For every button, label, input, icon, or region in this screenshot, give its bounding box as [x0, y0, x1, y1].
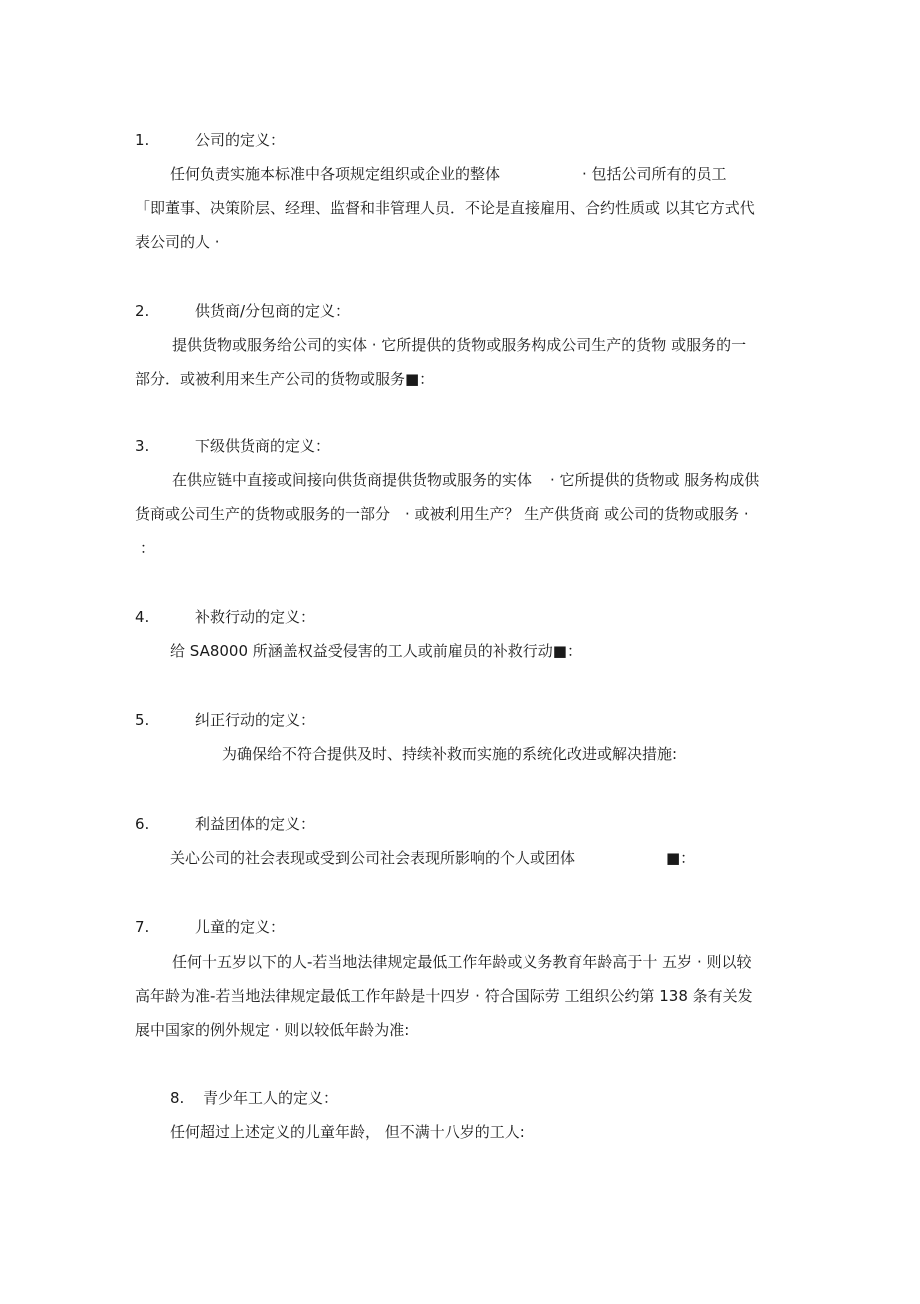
paragraph-line: 表公司的人 ·: [135, 233, 220, 251]
section-number: 7.: [135, 918, 150, 936]
paragraph-line: 「即董事、决策阶层、经理、监督和非管理人员．不论是直接雇用、合约性质或 以其它方式代: [135, 199, 755, 217]
section-number: 1.: [135, 131, 150, 149]
section-heading: 利益团体的定义：: [195, 815, 316, 833]
paragraph-line: 关心公司的社会表现或受到公司社会表现所影响的个人或团体: [170, 849, 576, 867]
paragraph-line: 给 SA8000 所涵盖权益受侵害的工人或前雇员的补救行动■：: [170, 642, 582, 660]
paragraph-line: 任何十五岁以下的人-若当地法律规定最低工作年龄或义务教育年龄高于十 五岁 · 则以较: [172, 953, 752, 971]
section-heading: 补救行动的定义：: [195, 608, 316, 626]
section-heading: 公司的定义：: [195, 131, 286, 149]
paragraph-line: · 它所提供的货物或 服务构成供: [550, 471, 760, 489]
paragraph-line: 为确保给不符合提供及时、持续补救而实施的系统化改进或解决措施:: [222, 745, 678, 763]
section-heading: 儿童的定义：: [195, 918, 286, 936]
paragraph-line: 部分．或被利用来生产公司的货物或服务■：: [135, 370, 435, 388]
section-heading: 青少年工人的定义：: [203, 1089, 339, 1107]
section-number: 8.: [170, 1089, 185, 1107]
paragraph-line: ：: [140, 539, 156, 557]
section-number: 4.: [135, 608, 150, 626]
paragraph-line: 高年龄为准-若当地法律规定最低工作年龄是十四岁 · 符合国际劳 工组织公约第 138 条有关发: [135, 987, 753, 1005]
paragraph-line: · 或被利用生产？ 生产供货商 或公司的货物或服务 ·: [405, 505, 749, 523]
paragraph-line: 提供货物或服务给公司的实体 · 它所提供的货物或服务构成公司生产的货物 或服务的一: [172, 336, 747, 354]
paragraph-line: ■：: [666, 849, 696, 867]
section-number: 6.: [135, 815, 150, 833]
paragraph-line: 任何负责实施本标准中各项规定组织或企业的整体: [170, 165, 501, 183]
section-number: 2.: [135, 302, 150, 320]
paragraph-line: · 包括公司所有的员工: [582, 165, 727, 183]
section-heading: 下级供货商的定义：: [195, 437, 331, 455]
paragraph-line: 展中国家的例外规定 · 则以较低年龄为准:: [135, 1021, 410, 1039]
section-number: 3.: [135, 437, 150, 455]
section-heading: 纠正行动的定义：: [195, 711, 316, 729]
paragraph-line: 在供应链中直接或间接向供货商提供货物或服务的实体: [172, 471, 533, 489]
paragraph-line: 任何超过上述定义的儿童年龄， 但不满十八岁的工人:: [170, 1123, 525, 1141]
section-heading: 供货商/分包商的定义：: [195, 302, 351, 320]
paragraph-line: 货商或公司生产的货物或服务的一部分: [135, 505, 391, 523]
section-number: 5.: [135, 711, 150, 729]
